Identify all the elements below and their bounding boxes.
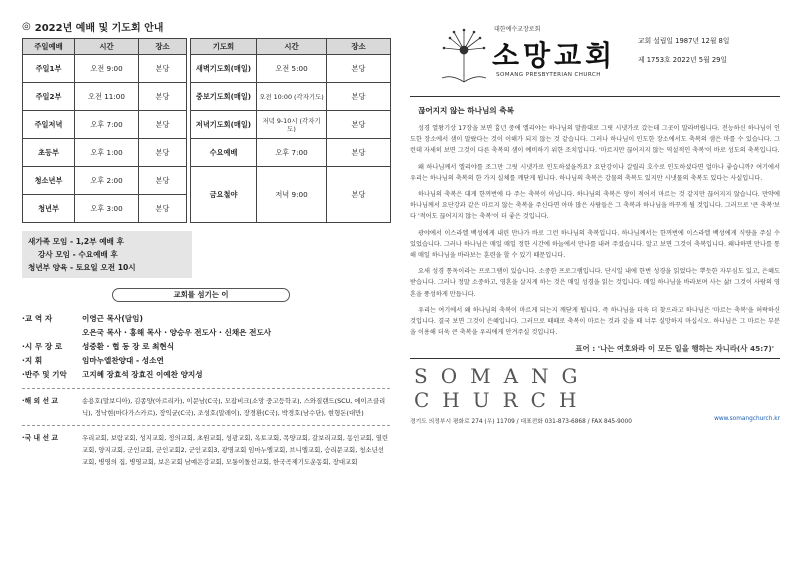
header-cell: 시간 [257,39,327,55]
table-cell: 본당 [327,83,391,111]
table-cell: 오후 7:00 [257,139,327,167]
address-text: 경기도 의정부시 평화로 274 (우) 11709 / 대표전화 031-873-6868 / FAX 845-9000 [410,419,632,426]
table-cell: 본당 [139,83,187,111]
table-cell: 오전 5:00 [257,55,327,83]
server-names: 이영근 목사(담임) [82,314,143,323]
right-column [410,18,780,425]
table-cell: 본당 [139,139,187,167]
dandelion-icon [434,28,490,84]
sermon-body [410,123,780,338]
server-role [22,326,82,340]
list-item [22,326,390,340]
header-cell: 장소 [139,39,187,55]
table-cell: 본당 [327,55,391,83]
sermon-paragraph: 하나님의 축복은 대게 한꺼번에 다 주는 축복이 아닙니다. 하나님의 축복은 양이 적어서 마르는 것 같지만 끊어지지 않습니다. 만약에 하나님께서 요단강과 같은 마르지 않는 축복을 주신다면 아마 많은 사람들은 그 축복과 하나님을 바꾸게 될 것입니다. 그러므로 '큰 축복'보다 '적어도 끊어지지 않는 축복'이 더 좋은 것입니다. [410,191,780,221]
notice-item: 청년부 양육 - 토요일 오전 10시 [28,263,136,272]
table-cell: 중보기도회(매일) [191,83,257,111]
founded-date: 교회 설립일 1987년 12월 8일 [638,37,730,45]
notice-item: 새가족 모임 - 1,2부 예배 후 [28,237,124,246]
table-cell: 초등부 [23,139,75,167]
table-cell: 오전 9:00 [75,55,139,83]
server-names: 고지혜 장효석 장효진 이예찬 양지성 [82,370,203,379]
table-cell: 오후 3:00 [75,195,139,223]
table-row [23,55,391,83]
list-item [22,354,390,368]
table-cell: 오전 11:00 [75,83,139,111]
table-row [23,139,391,167]
sermon-title: 끊어지지 않는 하나님의 축복 [418,106,514,115]
sermon-paragraph: 성경 열왕기상 17장을 보면 흉년 중에 엘리야는 하나님의 말씀대로 그릿 시냇가로 갔는데 그곳이 말라버립니다. 전능하신 하나님이 인도한 장소에서 샘이 말랐다는 것이 이해가 되지 않는 것 같습니다. 그러나 하나님이 인도한 장소에서도 축복의 샘은 마를 수 있습니다. 그런데 자세히 보면 그것이 다른 축복의 샘이 예비하기 위한 조치입니다. '마르지만 끊어지지 않는 역설적인 축복'이 바로 성도의 축복입니다. [410,125,780,155]
sermon-paragraph: 왜 하나님께서 엘리야를 조그만 그릿 시냇가로 인도하셨을까요? 요단강이나 갈릴리 호수로 인도하셨다면 얼마나 좋습니까? 여기에서 우리는 하나님의 축복의 한 가지 실체를 깨닫게 됩니다. 하나님의 축복은 강물의 축복도 있지만 시냇물의 축복도 있다는 사실입니다. [410,163,780,182]
table-row [23,111,391,139]
table-cell: 새벽기도회(매일) [191,55,257,83]
church-name: 소망교회 [492,39,617,72]
divider [410,96,780,97]
sermon-paragraph: 광야에서 이스라엘 백성에게 내린 만나가 바로 그런 하나님의 축복입니다. 하나님께서는 한꺼번에 이스라엘 백성에게 식량을 주실 수 있었습니다. 그러나 하나님은 매일 매일 정한 시간에 하늘에서 만나를 내려 주셨습니다. 알고 보면 그것이 축복입니다. 왜냐하면 만나를 통해 매일 하나님을 바라보는 훈련을 할 수 있기 때문입니다. [410,229,780,260]
table-cell: 금요철야 [191,167,257,223]
table-row [23,83,391,111]
server-names: 성중환 · 협 동 장 로 최현식 [82,342,175,351]
table-cell: 오후 7:00 [75,111,139,139]
table-row [23,167,391,195]
server-names: 오은국 목사 · 홍해 목사 · 양승우 전도사 · 신채은 전도사 [82,328,272,337]
table-cell: 청소년부 [23,167,75,195]
server-role: ·반주 및 기악 [22,370,67,379]
list-item [22,312,390,326]
table-cell: 오후 1:00 [75,139,139,167]
table-cell: 오후 2:00 [75,167,139,195]
divider [410,358,780,359]
left-column [22,18,390,468]
mission-list: 우리교회, 보람교회, 성지교회, 정의교회, 초원교회, 성광교회, 옥토교회, 목양교회, 갈보리교회, 동인교회, 열린교회, 양지교회, 군인교회, 군인교회2, 군인교회3, 광명교회 임마누엘교회, 브니엘교회, 승리문교회, 청소년선교회, 병영의 집, 병영교회, 보은교회 남예은강교회, 모퉁이돌선교회, 한국곡제기도운동회, 장대교회 [82,434,389,466]
table-cell: 주일저녁 [23,111,75,139]
servers-list [22,312,390,382]
table-cell: 본당 [139,55,187,83]
issue-number: 제 1753호 2022년 5월 29일 [638,56,728,64]
sermon-paragraph: 요새 성경 통독이라는 프로그램이 있습니다. 소중한 프로그램입니다. 단시일 내에 한번 성경을 읽었다는 뿌듯한 자부심도 있고, 은혜도 받습니다. 그러나 정말 소중하고, 영혼을 살지게 하는 것은 매일 성경을 읽는 것입니다. 매일 하나님을 바라보며 사는 삶! 그것이 사람의 영혼을 풍성하게 만듭니다. [410,268,780,298]
header-cell: 장소 [327,39,391,55]
servers-title: 교회를 섬기는 이 [112,288,290,302]
overseas-missions [22,395,390,419]
church-name-en: SOMANG PRESBYTERIAN CHURCH [496,72,601,78]
masthead [410,18,780,90]
footer-church-name: SOMANG CHURCH [414,364,591,413]
server-names: 임마누엘찬양대 - 성소연 [82,356,164,365]
motto: 표어 : '나는 여호와라 이 모든 일을 행하는 자니라(사 45:7)' [575,344,774,354]
table-cell: 주일2부 [23,83,75,111]
table-cell: 저녁 9:00 [257,167,327,223]
server-role: ·교 역 자 [22,314,53,323]
sermon-paragraph: 우리는 여기에서 왜 하나님의 축복이 마르게 되는지 깨닫게 됩니다. 즉 하나님을 더욱 더 찾으라고 하나님은 '마르는 축복'을 허락하신 것입니다. 결국 보면 그것이 은혜입니다. 그러므로 때때로 축복이 마르는 것과 같을 때 너무 실망하지 마십시오. 하나님은 그 마르는 부분을 이용해 더욱 큰 축복을 우리에게 안겨주실 것입니다. [410,306,780,337]
mission-list: 송용호(말보디아), 김종양(아르리카), 이문남(C국), 모잡비크(소망 중고등학교), 스와질랜드(SCU, 에이즈클리닉), 정낙현(마다가스카르), 장익균(C국), 조성호(말레이), 장경환(C국), 박경호(남수단), 현형돈(대만) [82,397,386,417]
header-cell: 주일예배 [23,39,75,55]
table-cell: 본당 [327,111,391,139]
divider [22,388,390,389]
table-cell: 본당 [327,139,391,167]
table-cell: 수요예배 [191,139,257,167]
table-cell: 본당 [139,167,187,195]
mission-label: ·해 외 선 교 [22,397,58,405]
server-role: ·시 무 장 로 [22,342,63,351]
table-cell: 본당 [139,111,187,139]
domestic-missions [22,432,390,468]
table-cell: 저녁 9-10시 (각자기도) [257,111,327,139]
table-cell: 오전 10:00 (각자기도) [257,83,327,111]
header-cell: 기도회 [191,39,257,55]
denomination: 대한예수교장로회 [494,26,541,33]
issue-info [638,32,729,70]
schedule-heading [22,18,390,34]
website-link[interactable]: www.somangchurch.kr [714,416,780,423]
schedule-title: 2022년 예배 및 기도회 안내 [34,22,164,34]
header-cell: 시간 [75,39,139,55]
table-cell: 본당 [139,195,187,223]
server-role: ·지 휘 [22,356,43,365]
list-item [22,340,390,354]
table-cell: 본당 [327,167,391,223]
notice-box [22,231,192,278]
table-cell: 청년부 [23,195,75,223]
church-logo [434,22,624,82]
notice-item: 강사 모임 - 수요예배 후 [38,250,118,259]
list-item [22,368,390,382]
divider [22,425,390,426]
footer-address [410,416,780,425]
table-cell: 주일1부 [23,55,75,83]
target-icon: ◎ [22,20,31,32]
mission-label: ·국 내 선 교 [22,434,58,442]
table-cell: 저녁기도회(매일) [191,111,257,139]
schedule-table [22,38,391,223]
